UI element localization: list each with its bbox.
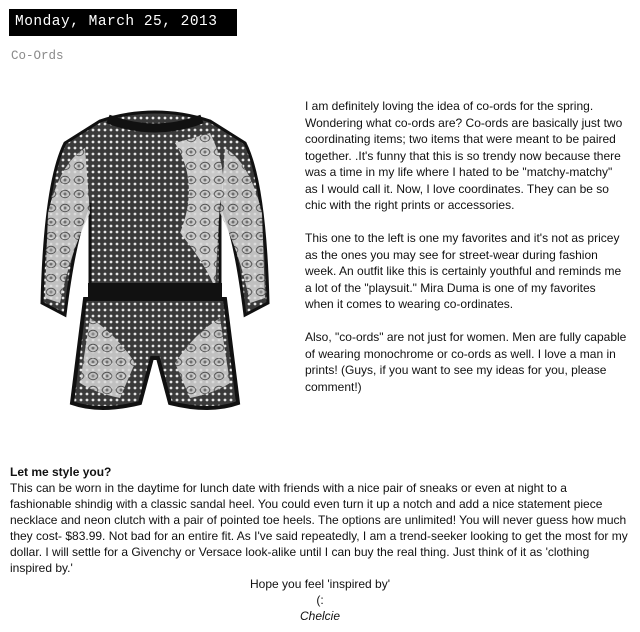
- author-signature: Chelcie: [299, 609, 341, 623]
- post-paragraph: I am definitely loving the idea of co-ords for the spring. Wondering what co-ords are? Co-ords are basically just two coordinating items; two items that were meant to be paired together. .It's funny that this is so trendy now because there was a time in my life where I hated to be "matchy-matchy" as I would call it. Now, I love coordinates. They can be so chic with the right prints or accessories.: [305, 99, 623, 212]
- emoticon: (:: [316, 593, 324, 607]
- style-text: This can be worn in the daytime for lunch date with friends with a nice pair of sneaks or even at night to a fashionable shindig with a classic sandal heel. You could even turn it up a notch and add a nice statement piece necklace and neon clutch with a pair of pointed toe heels. The options are unlimited! You will never guess how much they cost- $83.99. Not bad for an entire fit. As I've said repeatedly, I am a trend-seeker looking to get the most for my dollar. I will settle for a Givenchy or Versace look-alike until I can buy the real thing. Just think of it as 'clothing inspired by.': [10, 481, 628, 575]
- post-paragraph: Also, "co-ords" are not just for women. Men are fully capable of wearing monochrome or co-ords as well. I love a man in prints! (Guys, if you want to see my ideas for you, please comment!): [305, 330, 627, 394]
- post-title[interactable]: Co-Ords: [11, 49, 64, 63]
- style-section: [10, 464, 630, 624]
- closing-line: Hope you feel 'inspired by': [250, 577, 390, 591]
- post-date-header: Monday, March 25, 2013: [9, 9, 237, 36]
- outfit-photo: [30, 103, 280, 448]
- style-heading: Let me style you?: [10, 465, 112, 479]
- post-paragraph: This one to the left is one my favorites and it's not as pricey as the ones you may see for street-wear during fashion week. An outfit like this is certainly youthful and reminds me a lot of the "playsuit." Mira Duma is one of my favorites when it comes to wearing co-ordinates.: [305, 231, 622, 311]
- post-intro: [305, 98, 627, 412]
